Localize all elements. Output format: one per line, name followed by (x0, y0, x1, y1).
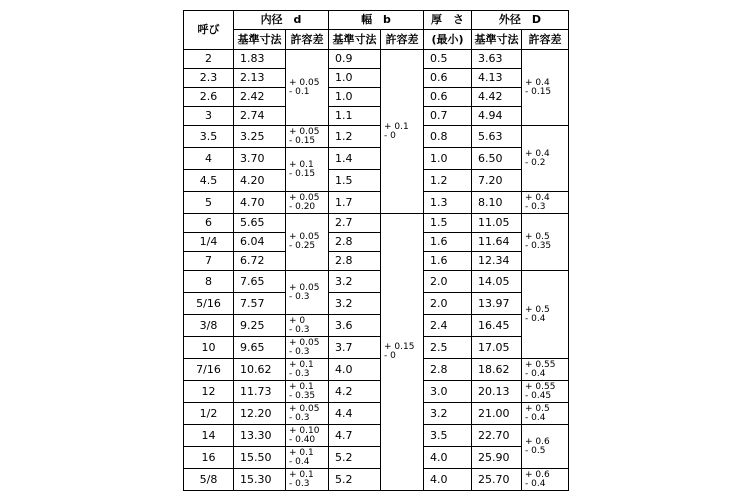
tolerance-minus: - 0.3 (289, 291, 310, 302)
outer-diameter-cell: 7.20 (472, 170, 522, 192)
thickness-cell: 2.4 (424, 315, 472, 337)
tol-d-cell (286, 126, 329, 148)
tolerance-minus: - 0.35 (289, 390, 316, 401)
tol-d-cell (286, 214, 329, 271)
tolerance-plus: + 0.1 (384, 121, 409, 132)
thickness-cell: 1.6 (424, 252, 472, 271)
outer-diameter-cell: 16.45 (472, 315, 522, 337)
size-cell: 5/8 (184, 469, 234, 491)
table-row (184, 337, 569, 359)
width-cell: 4.7 (329, 425, 381, 447)
tolerance-plus: + 0.1 (289, 469, 314, 480)
table-row (184, 50, 569, 69)
tolerance-minus: - 0.4 (525, 478, 546, 489)
inner-diameter-cell: 10.62 (234, 359, 286, 381)
thickness-cell: 2.8 (424, 359, 472, 381)
tolerance-minus: - 0.25 (289, 241, 316, 251)
table-row (184, 469, 569, 491)
width-cell: 3.2 (329, 293, 381, 315)
outer-diameter-cell: 20.13 (472, 381, 522, 403)
inner-diameter-cell: 7.57 (234, 293, 286, 315)
inner-diameter-cell: 9.25 (234, 315, 286, 337)
tol-d-cell (286, 403, 329, 425)
tolerance-minus: - 0.4 (525, 412, 546, 423)
inner-diameter-cell: 4.70 (234, 192, 286, 214)
tol-d-cell (286, 148, 329, 192)
thickness-cell: 1.0 (424, 148, 472, 170)
tol-D-cell (522, 50, 569, 126)
width-cell: 3.7 (329, 337, 381, 359)
inner-diameter-cell: 7.65 (234, 271, 286, 293)
width-cell: 3.2 (329, 271, 381, 293)
tolerance-plus: + 0.4 (525, 148, 550, 159)
size-cell: 1/4 (184, 233, 234, 252)
tolerance-minus: - 0.4 (525, 368, 546, 379)
tolerance-minus: - 0.2 (525, 157, 546, 168)
tolerance-minus: - 0 (384, 351, 396, 361)
thickness-cell: 0.5 (424, 50, 472, 69)
outer-diameter-cell: 4.13 (472, 69, 522, 88)
width-cell: 1.7 (329, 192, 381, 214)
header-inner-diameter: 内径 d (234, 11, 329, 30)
tol-d-cell (286, 315, 329, 337)
tolerance-plus: + 0.5 (525, 304, 550, 315)
width-cell: 4.2 (329, 381, 381, 403)
tolerance-minus: - 0.1 (289, 86, 310, 97)
header-size: 呼び (184, 11, 234, 50)
table-row (184, 69, 569, 88)
thickness-cell: 3.5 (424, 425, 472, 447)
inner-diameter-cell: 2.74 (234, 107, 286, 126)
tol-D-cell (522, 192, 569, 214)
width-cell: 3.6 (329, 315, 381, 337)
tol-D-cell (522, 271, 569, 359)
thickness-cell: 0.6 (424, 69, 472, 88)
tolerance-plus: + 0.05 (289, 192, 320, 203)
subheader-tolerance: 許容差 (522, 30, 569, 50)
size-cell: 2 (184, 50, 234, 69)
subheader-basic: 基準寸法 (234, 30, 286, 50)
tol-D-cell (522, 359, 569, 381)
tolerance-plus: + 0.5 (525, 403, 550, 414)
table-row (184, 107, 569, 126)
tolerance-minus: - 0 (384, 130, 396, 141)
outer-diameter-cell: 22.70 (472, 425, 522, 447)
width-cell: 1.0 (329, 69, 381, 88)
size-cell: 3/8 (184, 315, 234, 337)
outer-diameter-cell: 11.64 (472, 233, 522, 252)
tol-d-cell (286, 425, 329, 447)
inner-diameter-cell: 11.73 (234, 381, 286, 403)
tolerance-plus: + 0.1 (289, 359, 314, 370)
outer-diameter-cell: 12.34 (472, 252, 522, 271)
outer-diameter-cell: 3.63 (472, 50, 522, 69)
outer-diameter-cell: 13.97 (472, 293, 522, 315)
tol-D-cell (522, 425, 569, 469)
tolerance-minus: - 0.15 (525, 86, 552, 97)
width-cell: 5.2 (329, 447, 381, 469)
tol-b-cell (381, 50, 424, 214)
size-cell: 4.5 (184, 170, 234, 192)
tol-D-cell (522, 214, 569, 271)
thickness-cell: 0.6 (424, 88, 472, 107)
tolerance-minus: - 0.3 (289, 368, 310, 379)
table-row (184, 271, 569, 293)
thickness-cell: 3.2 (424, 403, 472, 425)
header-width: 幅 b (329, 11, 424, 30)
tol-d-cell (286, 337, 329, 359)
thickness-cell: 1.2 (424, 170, 472, 192)
size-cell: 3 (184, 107, 234, 126)
table-row (184, 126, 569, 148)
size-cell: 16 (184, 447, 234, 469)
inner-diameter-cell: 13.30 (234, 425, 286, 447)
outer-diameter-cell: 25.90 (472, 447, 522, 469)
outer-diameter-cell: 6.50 (472, 148, 522, 170)
size-cell: 10 (184, 337, 234, 359)
size-cell: 12 (184, 381, 234, 403)
header-thickness: 厚 さ (424, 11, 472, 30)
subheader-tolerance: 許容差 (286, 30, 329, 50)
subheader-tolerance: 許容差 (381, 30, 424, 50)
inner-diameter-cell: 15.30 (234, 469, 286, 491)
tolerance-plus: + 0.05 (289, 77, 320, 88)
thickness-cell: 3.0 (424, 381, 472, 403)
tol-d-cell (286, 469, 329, 491)
outer-diameter-cell: 18.62 (472, 359, 522, 381)
size-cell: 2.6 (184, 88, 234, 107)
tolerance-plus: + 0.6 (525, 436, 550, 447)
header-outer-diameter: 外径 D (472, 11, 569, 30)
tol-b-cell (381, 214, 424, 491)
table-row (184, 381, 569, 403)
inner-diameter-cell: 1.83 (234, 50, 286, 69)
width-cell: 4.4 (329, 403, 381, 425)
outer-diameter-cell: 4.94 (472, 107, 522, 126)
tolerance-minus: - 0.3 (289, 346, 310, 357)
subheader-min: (最小) (424, 30, 472, 50)
table-row (184, 315, 569, 337)
tolerance-plus: + 0.4 (525, 77, 550, 88)
tolerance-plus: + 0.55 (525, 381, 556, 392)
tolerance-minus: - 0.3 (289, 324, 310, 335)
table-row (184, 88, 569, 107)
inner-diameter-cell: 9.65 (234, 337, 286, 359)
outer-diameter-cell: 14.05 (472, 271, 522, 293)
thickness-cell: 1.6 (424, 233, 472, 252)
tolerance-minus: - 0.3 (289, 412, 310, 423)
tolerance-plus: + 0.5 (525, 232, 550, 242)
tolerance-plus: + 0.05 (289, 126, 320, 137)
size-cell: 8 (184, 271, 234, 293)
thickness-cell: 2.5 (424, 337, 472, 359)
size-cell: 7 (184, 252, 234, 271)
thickness-cell: 1.5 (424, 214, 472, 233)
inner-diameter-cell: 2.42 (234, 88, 286, 107)
tolerance-plus: + 0.15 (384, 342, 415, 352)
width-cell: 1.2 (329, 126, 381, 148)
inner-diameter-cell: 12.20 (234, 403, 286, 425)
tol-D-cell (522, 403, 569, 425)
tol-D-cell (522, 381, 569, 403)
tolerance-plus: + 0.55 (525, 359, 556, 370)
size-cell: 6 (184, 214, 234, 233)
tolerance-minus: - 0.3 (289, 478, 310, 489)
inner-diameter-cell: 15.50 (234, 447, 286, 469)
tolerance-plus: + 0.1 (289, 447, 314, 458)
width-cell: 2.7 (329, 214, 381, 233)
tol-d-cell (286, 359, 329, 381)
tolerance-plus: + 0.10 (289, 425, 320, 436)
tolerance-minus: - 0.40 (289, 434, 316, 445)
table-row (184, 359, 569, 381)
tolerance-plus: + 0.1 (289, 381, 314, 392)
inner-diameter-cell: 6.72 (234, 252, 286, 271)
thickness-cell: 0.7 (424, 107, 472, 126)
outer-diameter-cell: 5.63 (472, 126, 522, 148)
size-cell: 7/16 (184, 359, 234, 381)
tolerance-plus: + 0.1 (289, 159, 314, 170)
subheader-basic: 基準寸法 (472, 30, 522, 50)
inner-diameter-cell: 3.70 (234, 148, 286, 170)
subheader-basic: 基準寸法 (329, 30, 381, 50)
width-cell: 1.4 (329, 148, 381, 170)
tol-d-cell (286, 271, 329, 315)
thickness-cell: 0.8 (424, 126, 472, 148)
outer-diameter-cell: 4.42 (472, 88, 522, 107)
inner-diameter-cell: 5.65 (234, 214, 286, 233)
table-row (184, 252, 569, 271)
tolerance-minus: - 0.45 (525, 390, 552, 401)
tol-d-cell (286, 50, 329, 126)
inner-diameter-cell: 2.13 (234, 69, 286, 88)
size-cell: 5 (184, 192, 234, 214)
table-row (184, 293, 569, 315)
table-row (184, 233, 569, 252)
width-cell: 5.2 (329, 469, 381, 491)
width-cell: 1.0 (329, 88, 381, 107)
tol-d-cell (286, 381, 329, 403)
inner-diameter-cell: 6.04 (234, 233, 286, 252)
thickness-cell: 1.3 (424, 192, 472, 214)
tolerance-plus: + 0.05 (289, 282, 320, 293)
width-cell: 0.9 (329, 50, 381, 69)
spec-table-container (183, 10, 569, 491)
tolerance-plus: + 0 (289, 315, 306, 326)
inner-diameter-cell: 3.25 (234, 126, 286, 148)
outer-diameter-cell: 25.70 (472, 469, 522, 491)
tolerance-minus: - 0.3 (525, 201, 546, 212)
table-row (184, 403, 569, 425)
size-cell: 2.3 (184, 69, 234, 88)
table-row (184, 192, 569, 214)
tolerance-minus: - 0.35 (525, 241, 552, 251)
thickness-cell: 4.0 (424, 469, 472, 491)
tol-d-cell (286, 192, 329, 214)
thickness-cell: 2.0 (424, 271, 472, 293)
size-cell: 4 (184, 148, 234, 170)
tolerance-minus: - 0.15 (289, 135, 316, 146)
tolerance-plus: + 0.6 (525, 469, 550, 480)
tolerance-minus: - 0.20 (289, 201, 316, 212)
tolerance-plus: + 0.4 (525, 192, 550, 203)
tolerance-plus: + 0.05 (289, 337, 320, 348)
tolerance-plus: + 0.05 (289, 232, 320, 242)
outer-diameter-cell: 21.00 (472, 403, 522, 425)
washer-dimension-table (183, 10, 569, 491)
tolerance-minus: - 0.5 (525, 445, 546, 456)
inner-diameter-cell: 4.20 (234, 170, 286, 192)
tolerance-minus: - 0.4 (289, 456, 310, 467)
tolerance-minus: - 0.4 (525, 313, 546, 324)
tolerance-minus: - 0.15 (289, 168, 316, 179)
tolerance-plus: + 0.05 (289, 403, 320, 414)
width-cell: 2.8 (329, 233, 381, 252)
thickness-cell: 2.0 (424, 293, 472, 315)
width-cell: 1.1 (329, 107, 381, 126)
size-cell: 5/16 (184, 293, 234, 315)
tol-D-cell (522, 126, 569, 192)
width-cell: 1.5 (329, 170, 381, 192)
width-cell: 4.0 (329, 359, 381, 381)
tol-D-cell (522, 469, 569, 491)
size-cell: 14 (184, 425, 234, 447)
outer-diameter-cell: 17.05 (472, 337, 522, 359)
table-row (184, 148, 569, 170)
size-cell: 3.5 (184, 126, 234, 148)
size-cell: 1/2 (184, 403, 234, 425)
table-row (184, 425, 569, 447)
table-row (184, 170, 569, 192)
outer-diameter-cell: 11.05 (472, 214, 522, 233)
table-row (184, 214, 569, 233)
width-cell: 2.8 (329, 252, 381, 271)
outer-diameter-cell: 8.10 (472, 192, 522, 214)
thickness-cell: 4.0 (424, 447, 472, 469)
